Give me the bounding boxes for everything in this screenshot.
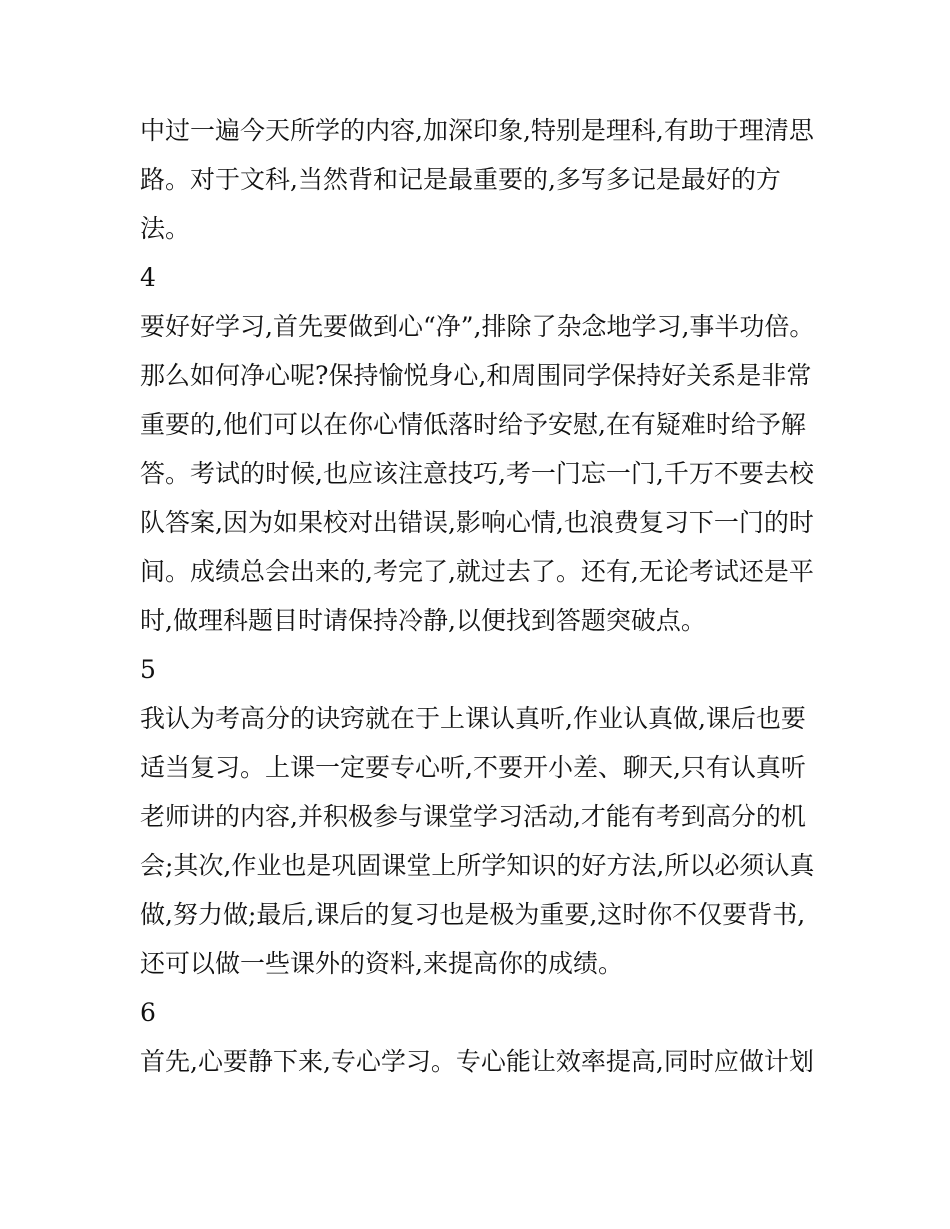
text-line: 答。考试的时候,也应该注意技巧,考一门忘一门,千万不要去校 [140,459,814,488]
text-line: 适当复习。上课一定要专心听,不要开小差、聊天,只有认真听 [140,753,806,782]
text-line: 那么如何净心呢?保持愉悦身心,和周围同学保持好关系是非常 [140,361,812,390]
text-line: 还可以做一些课外的资料,来提高你的成绩。 [140,949,623,978]
document-body [140,106,815,1086]
text-line: 时,做理科题目时请保持冷静,以便找到答题突破点。 [140,606,706,635]
text-line: 间。成绩总会出来的,考完了,就过去了。还有,无论考试还是平 [140,557,814,586]
text-line: 中过一遍今天所学的内容,加深印象,特别是理科,有助于理清思 [140,116,814,145]
section-number: 6 [140,998,156,1027]
text-line: 要好好学习,首先要做到心“净”,排除了杂念地学习,事半功倍。 [140,312,815,341]
text-line: 做,努力做;最后,课后的复习也是极为重要,这时你不仅要背书, [140,900,806,929]
section-number: 4 [140,263,156,292]
text-line: 重要的,他们可以在你心情低落时给予安慰,在有疑难时给予解 [140,410,806,439]
text-line: 首先,心要静下来,专心学习。专心能让效率提高,同时应做计划 [140,1047,814,1076]
text-line: 会;其次,作业也是巩固课堂上所学知识的好方法,所以必须认真 [140,851,815,880]
text-line: 队答案,因为如果校对出错误,影响心情,也浪费复习下一门的时 [140,508,814,537]
text-line: 路。对于文科,当然背和记是最重要的,多写多记是最好的方 [140,165,781,194]
text-line: 老师讲的内容,并积极参与课堂学习活动,才能有考到高分的机 [140,802,806,831]
text-line: 我认为考高分的诀窍就在于上课认真听,作业认真做,课后也要 [140,704,806,733]
text-line: 法。 [140,214,191,243]
section-number: 5 [140,655,156,684]
